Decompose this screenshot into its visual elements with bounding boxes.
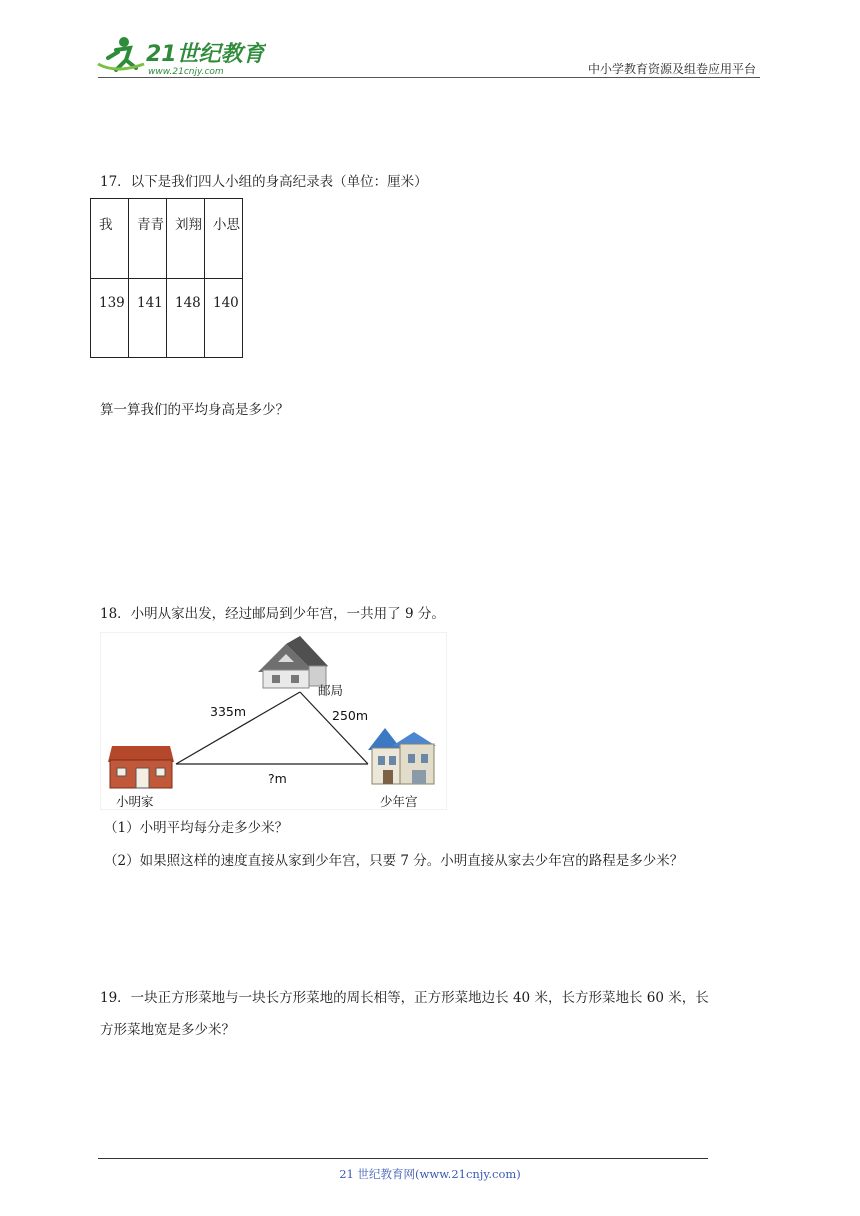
table-row [91, 279, 243, 358]
q18-title: 18．小明从家出发，经过邮局到少年宫，一共用了 9 分。 [100, 606, 445, 622]
palace-label: 少年宫 [380, 794, 418, 809]
footer-divider [98, 1158, 708, 1159]
post-office-label: 邮局 [318, 683, 344, 698]
table-header-cell: 刘翔 [167, 199, 205, 279]
q17-question: 算一算我们的平均身高是多少？ [100, 402, 289, 418]
route-diagram [100, 632, 447, 810]
footer-text: 21 世纪教育网(www.21cnjy.com) [339, 1167, 521, 1181]
home-label: 小明家 [116, 794, 154, 809]
table-row [91, 199, 243, 279]
q18-sub2: （2）如果照这样的速度直接从家到少年宫，只要 7 分。小明直接从家去少年宫的路程是多少米？ [104, 853, 684, 869]
table-value-cell: 141 [129, 279, 167, 358]
platform-name: 中小学教育资源及组卷应用平台 [587, 62, 756, 76]
q19-line1: 19．一块正方形菜地与一块长方形菜地的周长相等，正方形菜地边长 40 米，长方形菜地长 60 米，长 [100, 990, 709, 1006]
table-header-cell: 我 [91, 199, 129, 279]
q19-line2: 方形菜地宽是多少米？ [100, 1022, 235, 1038]
logo-url: www.21cnjy.com [148, 67, 224, 77]
height-table [90, 198, 243, 358]
distance-home-post: 335m [210, 704, 247, 719]
distance-post-palace: 250m [332, 708, 369, 723]
home-icon [108, 746, 174, 788]
q18-sub1: （1）小明平均每分走多少米？ [104, 820, 289, 836]
header-divider [98, 77, 760, 78]
table-value-cell: 148 [167, 279, 205, 358]
table-value-cell: 139 [91, 279, 129, 358]
runner-icon [98, 37, 144, 70]
table-header-cell: 青青 [129, 199, 167, 279]
table-value-cell: 140 [205, 279, 243, 358]
table-header-cell: 小思 [205, 199, 243, 279]
logo [96, 34, 266, 78]
q17-title: 17．以下是我们四人小组的身高纪录表（单位：厘米） [100, 174, 428, 190]
logo-text: 21世纪教育 [146, 42, 265, 67]
distance-home-palace: ?m [268, 771, 287, 786]
